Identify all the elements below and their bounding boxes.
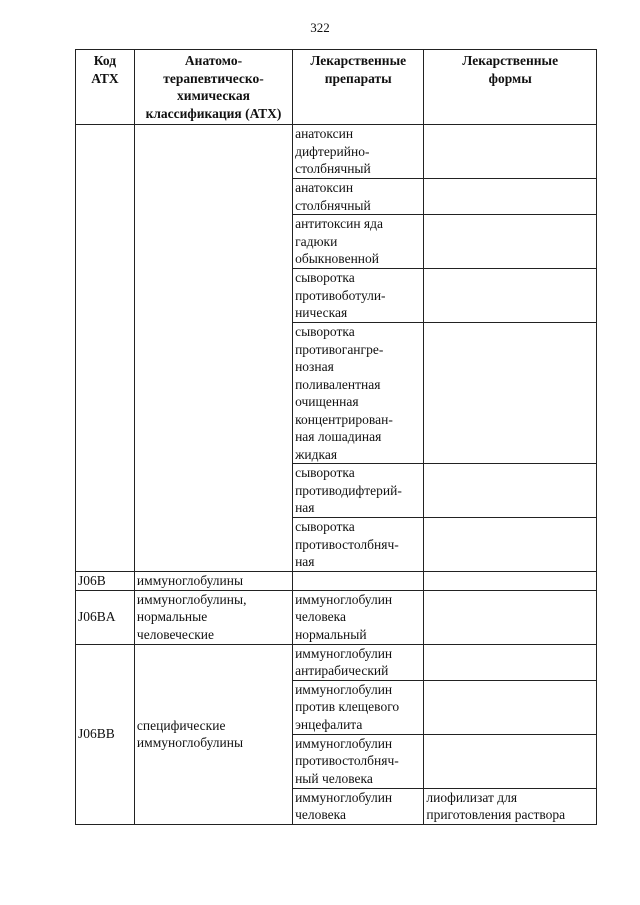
classification-name: специфические иммуноглобулины	[134, 644, 292, 824]
code-cell-empty	[76, 125, 135, 572]
atc-code: J06BB	[76, 644, 135, 824]
table-row-j06bb	[76, 644, 597, 680]
form-cell: лиофилизат для приготовления раствора	[424, 788, 597, 824]
form-cell-empty	[424, 269, 597, 323]
page-number: 322	[310, 20, 330, 35]
drug-cell: иммуноглобулин антирабический	[293, 644, 424, 680]
drug-cell: анатоксин столбнячный	[293, 179, 424, 215]
atc-code: J06BA	[76, 590, 135, 644]
drug-cell: сыворотка противогангре- нозная поливалентная очищенная концентрирован- ная лошадиная жидкая	[293, 323, 424, 464]
atc-code: J06B	[76, 572, 135, 591]
header-code: Код АТХ	[76, 50, 135, 125]
form-cell-empty	[424, 215, 597, 269]
drug-cell: иммуноглобулин человека	[293, 788, 424, 824]
form-cell-empty	[424, 464, 597, 518]
table-row	[76, 125, 597, 179]
form-cell-empty	[424, 179, 597, 215]
form-cell-empty	[424, 125, 597, 179]
drug-cell: анатоксин дифтерийно- столбнячный	[293, 125, 424, 179]
drug-cell: сыворотка противоботули- ническая	[293, 269, 424, 323]
form-cell-empty	[424, 644, 597, 680]
drug-cell: иммуноглобулин противостолбняч- ный человека	[293, 734, 424, 788]
form-cell-empty	[424, 572, 597, 591]
form-cell-empty	[424, 323, 597, 464]
table-row-j06b	[76, 572, 597, 591]
table-header-row	[76, 50, 597, 125]
header-forms: Лекарственные формы	[424, 50, 597, 125]
header-classification: Анатомо- терапевтическо- химическая классификация (АТХ)	[134, 50, 292, 125]
form-cell-empty	[424, 518, 597, 572]
table-row-j06ba	[76, 590, 597, 644]
form-cell-empty	[424, 590, 597, 644]
drug-cell: иммуноглобулин человека нормальный	[293, 590, 424, 644]
atc-table	[75, 49, 597, 825]
header-drugs: Лекарственные препараты	[293, 50, 424, 125]
drug-cell-empty	[293, 572, 424, 591]
classification-name: иммуноглобулины	[134, 572, 292, 591]
form-cell-empty	[424, 680, 597, 734]
form-cell-empty	[424, 734, 597, 788]
classification-cell-empty	[134, 125, 292, 572]
drug-cell: иммуноглобулин против клещевого энцефалита	[293, 680, 424, 734]
drug-cell: сыворотка противодифтерий- ная	[293, 464, 424, 518]
drug-cell: антитоксин яда гадюки обыкновенной	[293, 215, 424, 269]
drug-cell: сыворотка противостолбняч- ная	[293, 518, 424, 572]
classification-name: иммуноглобулины, нормальные человеческие	[134, 590, 292, 644]
